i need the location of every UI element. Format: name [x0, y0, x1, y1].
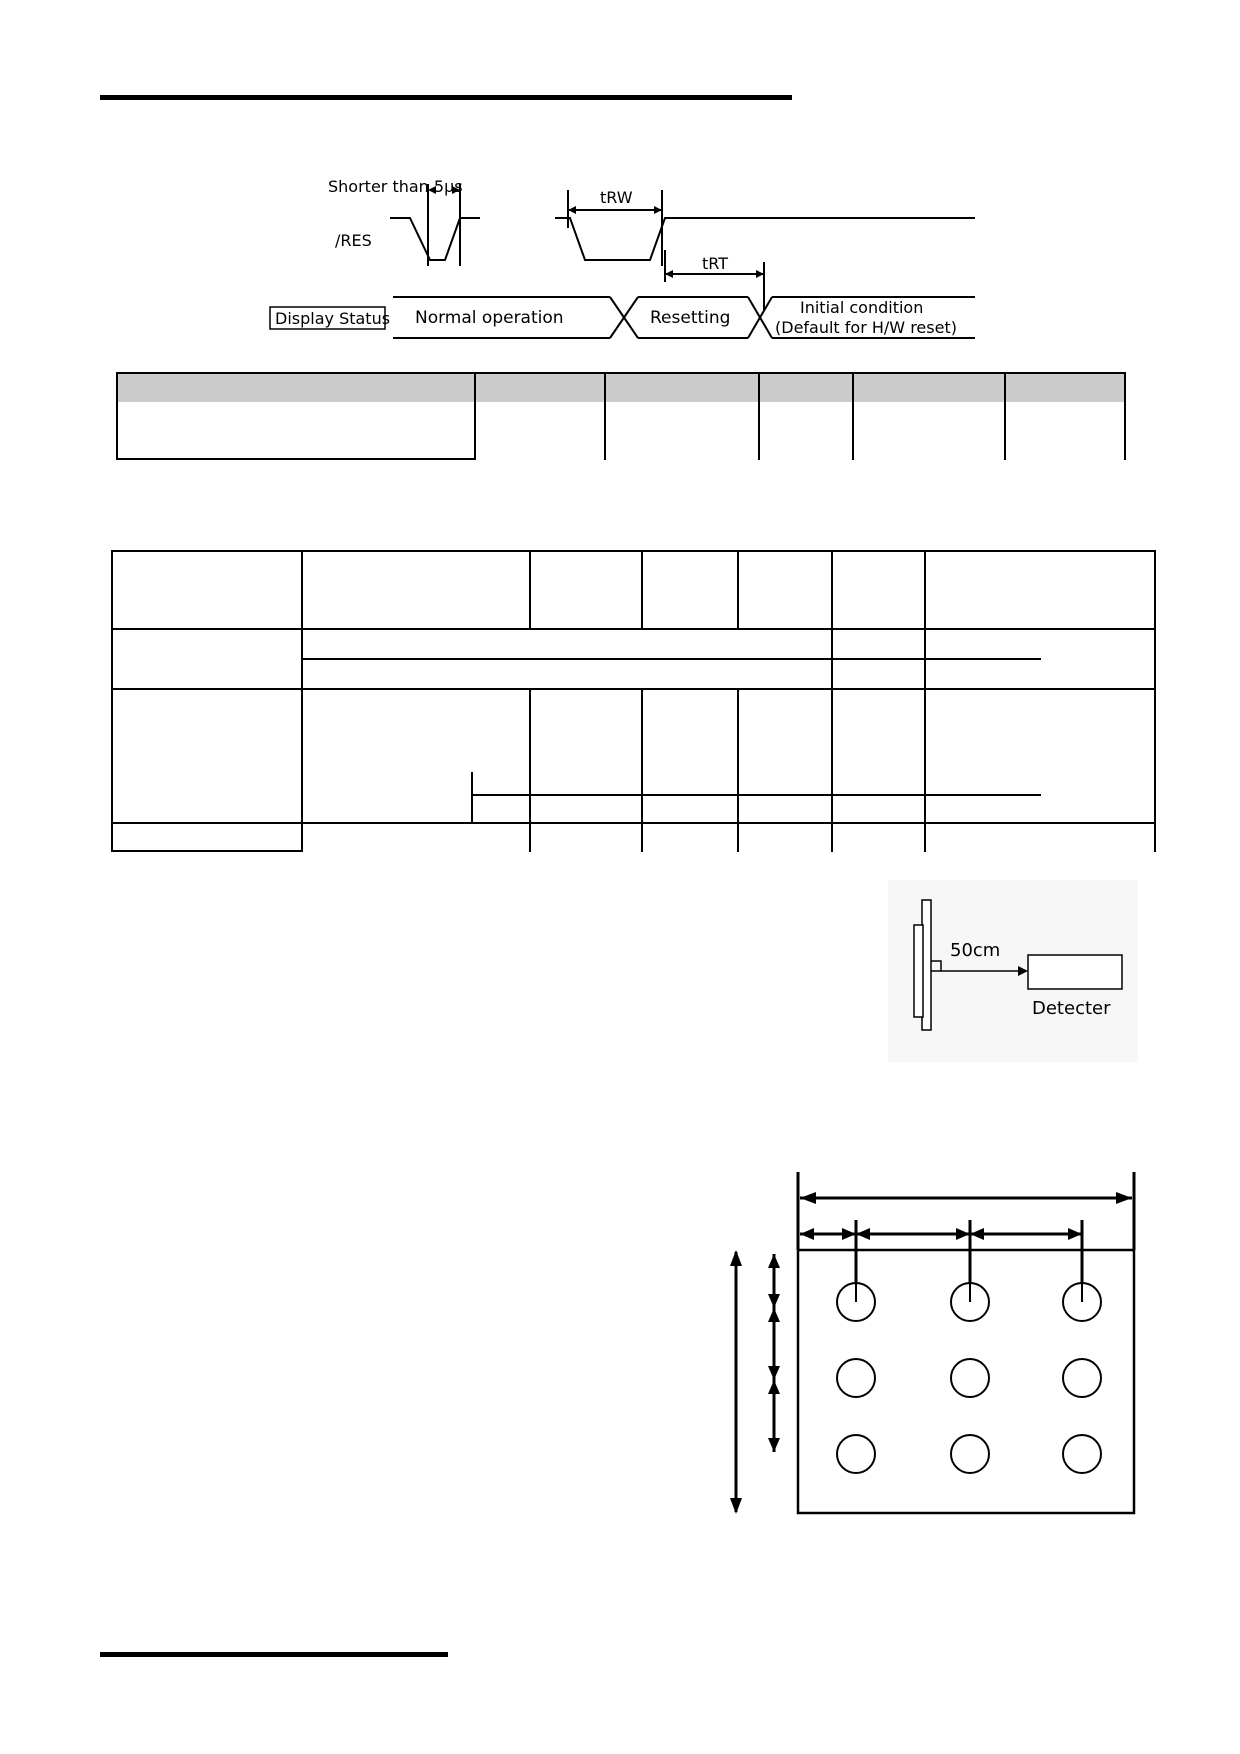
measurement-points-figure — [720, 1170, 1140, 1520]
reset-timing-diagram — [260, 170, 980, 350]
measurement-point — [951, 1435, 989, 1473]
res-label: /RES — [335, 231, 372, 250]
initial-condition-default-label: (Default for H/W reset) — [775, 318, 957, 337]
distance-label: 50cm — [950, 940, 1001, 961]
normal-operation-label: Normal operation — [415, 308, 564, 328]
measurement-point — [951, 1359, 989, 1397]
resetting-label: Resetting — [650, 308, 731, 328]
measurement-setup-figure — [888, 880, 1138, 1062]
table-header-row — [116, 372, 1126, 402]
detector-label: Detecter — [1032, 998, 1111, 1019]
measurement-point — [1063, 1435, 1101, 1473]
pulse-label: Shorter than 5µs — [328, 177, 463, 196]
footer-rule — [100, 1652, 448, 1657]
trw-label: tRW — [600, 188, 633, 207]
trt-label: tRT — [702, 254, 728, 273]
initial-condition-label: Initial condition — [800, 298, 924, 317]
measurement-point — [1063, 1359, 1101, 1397]
reset-timing-table — [116, 372, 1126, 460]
measurement-point — [837, 1435, 875, 1473]
header-rule — [100, 95, 792, 100]
display-status-label: Display Status — [275, 309, 391, 328]
characteristics-table — [111, 550, 1156, 852]
measurement-point — [837, 1359, 875, 1397]
